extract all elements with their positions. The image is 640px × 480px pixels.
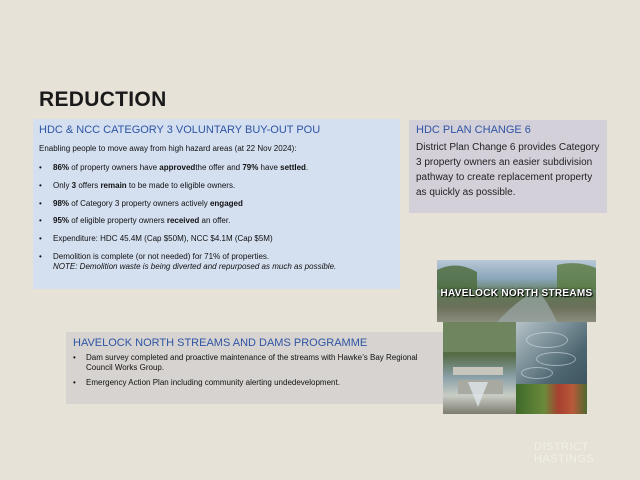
bullet-icon: •: [39, 199, 42, 208]
bullet-icon: •: [39, 216, 42, 225]
bullet-icon: •: [73, 378, 76, 387]
demolition-note: NOTE: Demolition waste is being diverted and repurposed as much as possible.: [53, 262, 337, 271]
council-logo: DISTRICT HASTINGS: [534, 441, 595, 465]
buyout-heading: HDC & NCC CATEGORY 3 VOLUNTARY BUY-OUT POU: [39, 124, 321, 136]
plan-change-panel: [409, 120, 607, 213]
streams-heading: HAVELOCK NORTH STREAMS AND DAMS PROGRAMME: [73, 337, 368, 349]
bullet-icon: •: [39, 252, 42, 261]
plan-change-body: District Plan Change 6 provides Category 3 property owners an easier subdivision pathway to create replacement property as quickly as possible.: [416, 142, 600, 198]
buyout-panel: HDC & NCC CATEGORY 3 VOLUNTARY BUY-OUT POU Enabling people to move away from high hazard areas (at 22 Nov 2024): • 86% of property owners have approvedthe offer and 79% have settled. • Only 3 offers remain to be made to eligible owners. • 98% of Category 3 property owners actively engaged • 95% of eligible property owners received an offer. • Expenditure: HDC 45.4M (Cap $50M), NCC $4.1M (Cap $5M) • Demolition is complete (or not needed) for 71% of properties. NOTE: Demolition waste is being diverted and repurposed as much as possible.: [33, 119, 400, 289]
bullet-icon: •: [73, 353, 76, 362]
slide-title: REDUCTION: [39, 88, 167, 111]
plan-change-heading: HDC PLAN CHANGE 6: [416, 124, 531, 136]
streams-photo: [437, 260, 596, 322]
foliage-photo: [516, 384, 587, 414]
streams-panel: HAVELOCK NORTH STREAMS AND DAMS PROGRAMME • Dam survey completed and proactive maintenance of the streams with Hawke’s Bay Regional Council Works Group. • Emergency Action Plan including community alerting undedevelopment.: [66, 332, 444, 404]
photo-caption: HAVELOCK NORTH STREAMS: [440, 288, 593, 299]
bullet-icon: •: [39, 181, 42, 190]
water-photo: [516, 322, 587, 384]
buyout-intro: Enabling people to move away from high hazard areas (at 22 Nov 2024):: [39, 144, 297, 153]
dam-photo: [443, 322, 516, 414]
bullet-icon: •: [39, 163, 42, 172]
bullet-icon: •: [39, 234, 42, 243]
dam-scene-icon: [443, 322, 516, 414]
